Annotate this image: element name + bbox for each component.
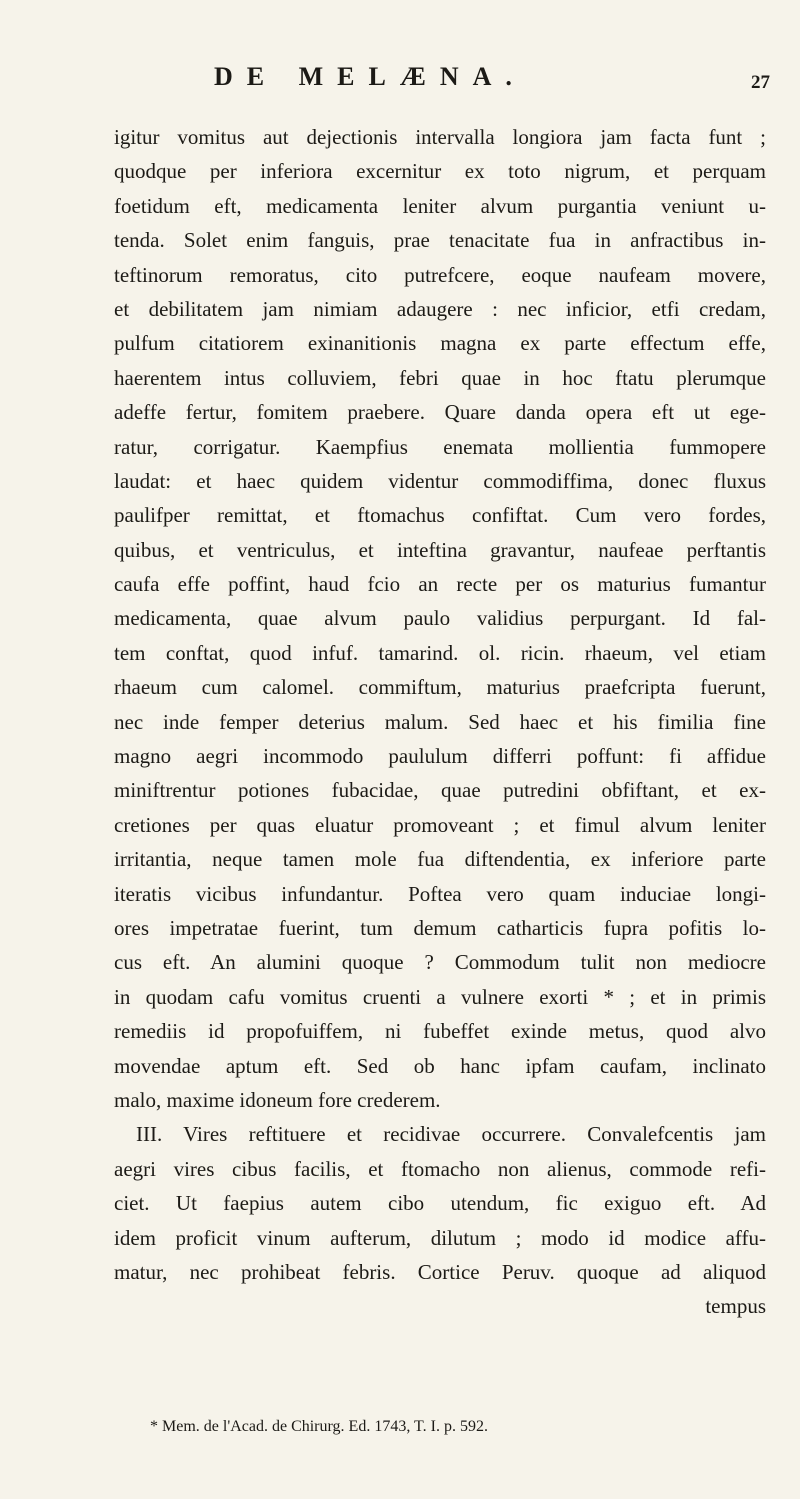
body-text (114, 120, 766, 1324)
text-line: idem proficit vinum aufterum, dilutum ; modo id modice affu- (114, 1225, 766, 1250)
text-line: rhaeum cum calomel. commiftum, maturius praefcripta fuerunt, (114, 675, 766, 700)
text-line: cus eft. An alumini quoque ? Commodum tulit non mediocre (114, 950, 766, 975)
section-heading-line: III. Vires reftituere et recidivae occurrere. Convalefcentis jam (136, 1122, 766, 1147)
running-head (0, 62, 800, 102)
text-line: ratur, corrigatur. Kaempfius enemata mollientia fummopere (114, 434, 766, 459)
text-line: nec inde femper deterius malum. Sed haec et his fimilia fine (114, 709, 766, 734)
running-title: DE MELÆNA. (214, 62, 526, 91)
text-line: medicamenta, quae alvum paulo validius perpurgant. Id fal- (114, 606, 766, 631)
text-line: matur, nec prohibeat febris. Cortice Peruv. quoque ad aliquod (114, 1259, 766, 1284)
text-line: pulfum citatiorem exinanitionis magna ex parte effectum effe, (114, 331, 766, 356)
text-line: cretiones per quas eluatur promoveant ; et fimul alvum leniter (114, 812, 766, 837)
text-line: quodque per inferiora excernitur ex toto nigrum, et perquam (114, 159, 766, 184)
text-line: magno aegri incommodo paululum differri poffunt: fi affidue (114, 744, 766, 769)
text-line: remediis id propofuiffem, ni fubeffet exinde metus, quod alvo (114, 1019, 766, 1044)
text-line: igitur vomitus aut dejectionis intervalla longiora jam facta funt ; (114, 125, 766, 149)
text-line: aegri vires cibus facilis, et ftomacho non alienus, commode refi- (114, 1156, 766, 1181)
text-line: ores impetratae fuerint, tum demum catharticis fupra pofitis lo- (114, 915, 766, 940)
text-line: et debilitatem jam nimiam adaugere : nec inficior, etfi credam, (114, 296, 766, 321)
text-line: foetidum eft, medicamenta leniter alvum purgantia veniunt u- (114, 193, 766, 218)
text-line: ciet. Ut faepius autem cibo utendum, fic exiguo eft. Ad (114, 1191, 766, 1216)
text-line: adeffe fertur, fomitem praebere. Quare danda opera eft ut ege- (114, 400, 766, 425)
text-line: haerentem intus colluviem, febri quae in hoc ftatu plerumque (114, 365, 766, 390)
text-line: irritantia, neque tamen mole fua diftendentia, ex inferiore parte (114, 847, 766, 872)
text-line: paulifper remittat, et ftomachus confiftat. Cum vero fordes, (114, 503, 766, 528)
text-line: laudat: et haec quidem videntur commodiffima, donec fluxus (114, 468, 766, 493)
text-line: tem conftat, quod infuf. tamarind. ol. ricin. rhaeum, vel etiam (114, 640, 766, 665)
text-line: miniftrentur potiones fubacidae, quae putredini obfiftant, et ex- (114, 778, 766, 803)
page-number: 27 (751, 72, 770, 93)
catchword: tempus (705, 1294, 766, 1319)
text-line: malo, maxime idoneum fore crederem. (114, 1087, 441, 1112)
text-line: teftinorum remoratus, cito putrefcere, eoque naufeam movere, (114, 262, 766, 287)
text-line: caufa effe poffint, haud fcio an recte per os maturius fumantur (114, 572, 766, 597)
footnote: * Mem. de l'Acad. de Chirurg. Ed. 1743, T. I. p. 592. (150, 1418, 488, 1435)
text-line: quibus, et ventriculus, et inteftina gravantur, naufeae perftantis (114, 537, 766, 562)
text-line: iteratis vicibus infundantur. Poftea vero quam induciae longi- (114, 881, 766, 906)
text-line: tenda. Solet enim fanguis, prae tenacitate fua in anfractibus in- (114, 228, 766, 253)
text-line: movendae aptum eft. Sed ob hanc ipfam caufam, inclinato (114, 1053, 766, 1078)
text-line: in quodam cafu vomitus cruenti a vulnere exorti * ; et in primis (114, 984, 766, 1009)
